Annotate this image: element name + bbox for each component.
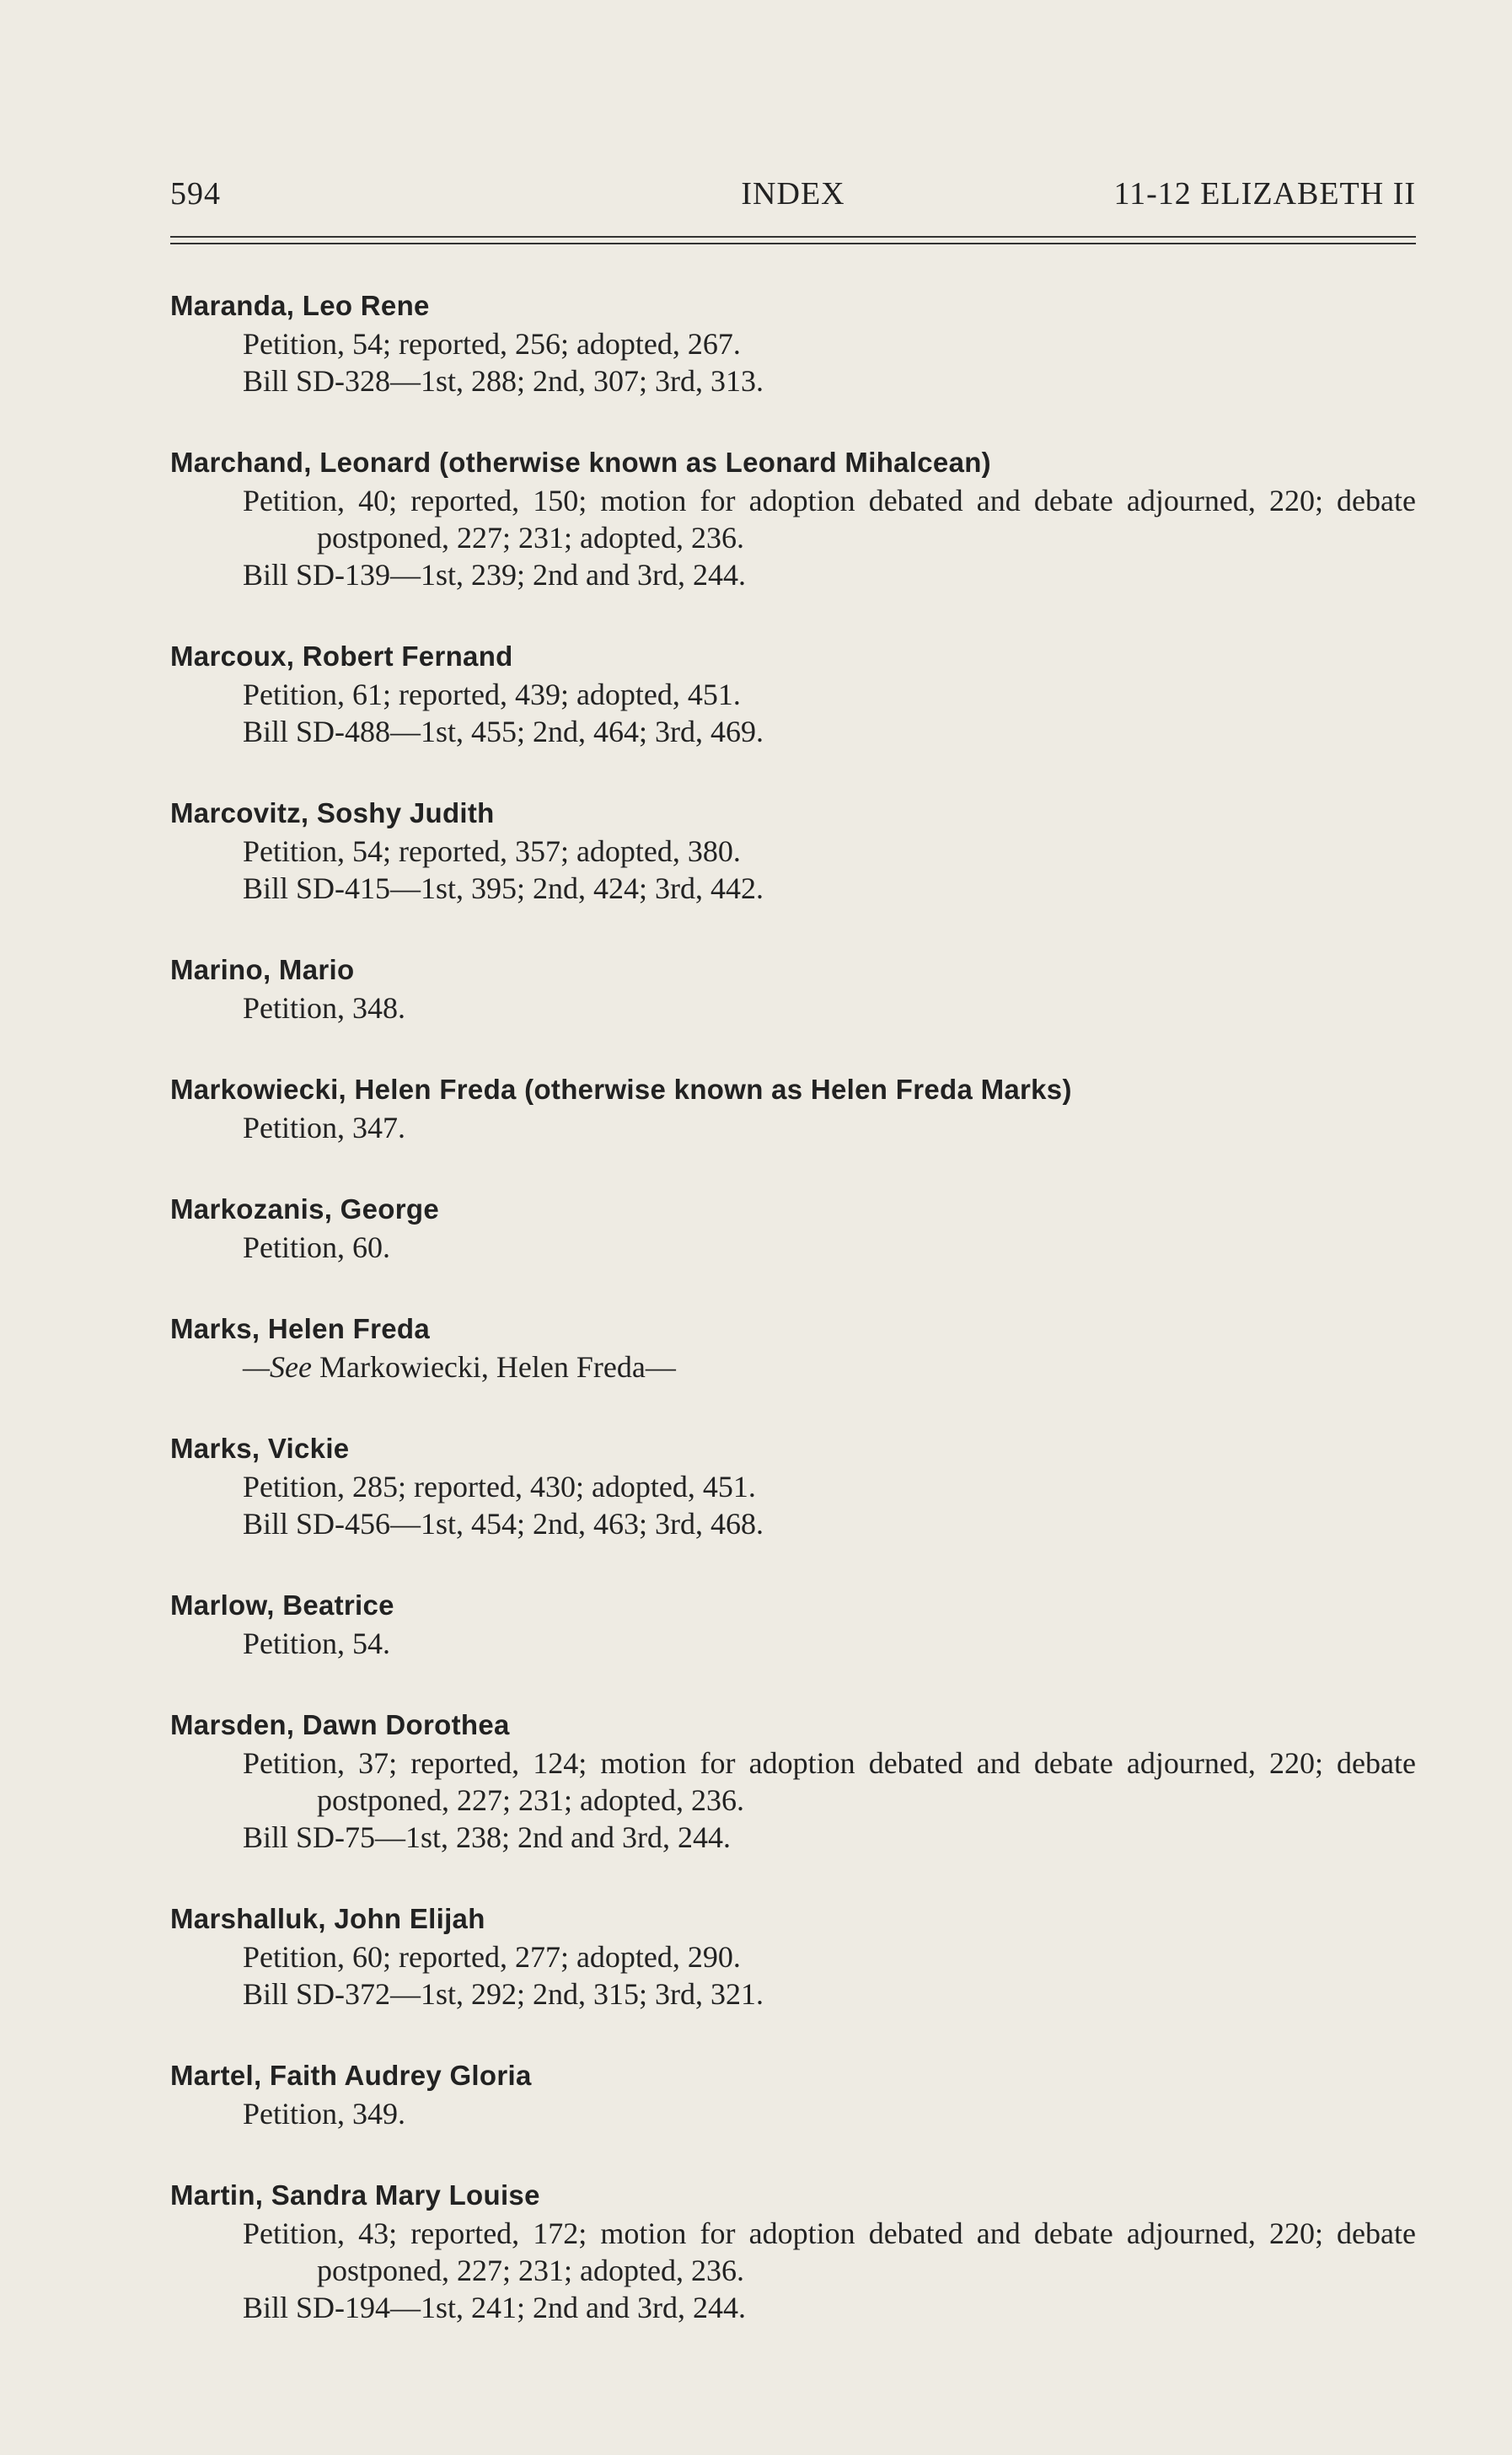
entry-name: Marks, Helen Freda (170, 1313, 431, 1344)
entry-petition-line: Petition, 347. (243, 1111, 406, 1144)
entry-bill-line: Bill SD-139—1st, 239; 2nd and 3rd, 244. (243, 558, 747, 592)
entry-petition-line: Petition, 60; reported, 277; adopted, 290. (243, 1940, 741, 1974)
entry-petition-line: Petition, 348. (243, 991, 406, 1025)
index-entry (170, 2056, 1416, 2132)
entry-name: Marino, Mario (170, 954, 355, 985)
see-target: Markowiecki, Helen Freda— (319, 1350, 676, 1384)
header-rule-bottom (170, 243, 1416, 244)
entry-petition-line: Petition, 54; reported, 256; adopted, 267. (243, 327, 741, 361)
index-entry (170, 443, 1416, 593)
entry-see-reference (170, 1348, 1416, 1386)
entry-name: Martin, Sandra Mary Louise (170, 2179, 540, 2211)
entry-petition-line: Petition, 60. (243, 1230, 391, 1264)
entry-bill-line: Bill SD-488—1st, 455; 2nd, 464; 3rd, 469. (243, 715, 764, 748)
entry-petition-line: Petition, 285; reported, 430; adopted, 451. (243, 1470, 756, 1504)
entry-petition-line: Petition, 37; reported, 124; motion for adoption debated and debate adjourned, 220; debate postponed, 227; 231; adopted, 236. (243, 1746, 1416, 1817)
entry-bill-line: Bill SD-75—1st, 238; 2nd and 3rd, 244. (243, 1820, 732, 1854)
index-entry (170, 951, 1416, 1026)
entry-petition-line: Petition, 349. (243, 2097, 406, 2131)
index-entry (170, 287, 1416, 399)
index-entries (170, 287, 1416, 2370)
entry-name: Marcovitz, Soshy Judith (170, 797, 495, 828)
entry-bill-line: Bill SD-328—1st, 288; 2nd, 307; 3rd, 313. (243, 364, 764, 398)
entry-petition-line: Petition, 40; reported, 150; motion for adoption debated and debate adjourned, 220; debate postponed, 227; 231; adopted, 236. (243, 484, 1416, 555)
index-entry (170, 1070, 1416, 1146)
entry-name: Markozanis, George (170, 1193, 439, 1225)
volume-label: 11-12 ELIZABETH II (1113, 176, 1416, 212)
entry-name: Martel, Faith Audrey Gloria (170, 2060, 532, 2091)
index-entry (170, 794, 1416, 907)
see-prefix: —See (243, 1350, 312, 1384)
entry-bill-line: Bill SD-415—1st, 395; 2nd, 424; 3rd, 442. (243, 871, 764, 905)
header-rule-top (170, 236, 1416, 238)
index-entry (170, 1706, 1416, 1856)
entry-bill-line: Bill SD-456—1st, 454; 2nd, 463; 3rd, 468. (243, 1507, 764, 1541)
entry-name: Maranda, Leo Rene (170, 290, 430, 321)
entry-petition-line: Petition, 43; reported, 172; motion for adoption debated and debate adjourned, 220; debate postponed, 227; 231; adopted, 236. (243, 2216, 1416, 2287)
page-number: 594 (170, 176, 221, 212)
index-entry (170, 637, 1416, 750)
running-head (170, 175, 1416, 226)
index-entry (170, 1429, 1416, 1542)
index-entry (170, 2176, 1416, 2326)
entry-name: Marcoux, Robert Fernand (170, 641, 513, 672)
entry-name: Marks, Vickie (170, 1433, 350, 1464)
entry-name: Markowiecki, Helen Freda (otherwise known as Helen Freda Marks) (170, 1074, 1072, 1105)
page-title: INDEX (741, 176, 845, 212)
entry-petition-line: Petition, 54. (243, 1627, 391, 1660)
entry-petition-line: Petition, 54; reported, 357; adopted, 380. (243, 834, 741, 868)
entry-name: Marshalluk, John Elijah (170, 1903, 485, 1934)
entry-bill-line: Bill SD-372—1st, 292; 2nd, 315; 3rd, 321. (243, 1977, 764, 2011)
index-entry (170, 1190, 1416, 1266)
index-entry (170, 1310, 1416, 1386)
entry-name: Marchand, Leonard (otherwise known as Leonard Mihalcean) (170, 447, 991, 478)
index-entry (170, 1586, 1416, 1662)
entry-name: Marlow, Beatrice (170, 1589, 394, 1621)
index-entry (170, 1900, 1416, 2013)
entry-bill-line: Bill SD-194—1st, 241; 2nd and 3rd, 244. (243, 2291, 747, 2324)
entry-name: Marsden, Dawn Dorothea (170, 1709, 510, 1740)
entry-petition-line: Petition, 61; reported, 439; adopted, 451. (243, 678, 741, 711)
